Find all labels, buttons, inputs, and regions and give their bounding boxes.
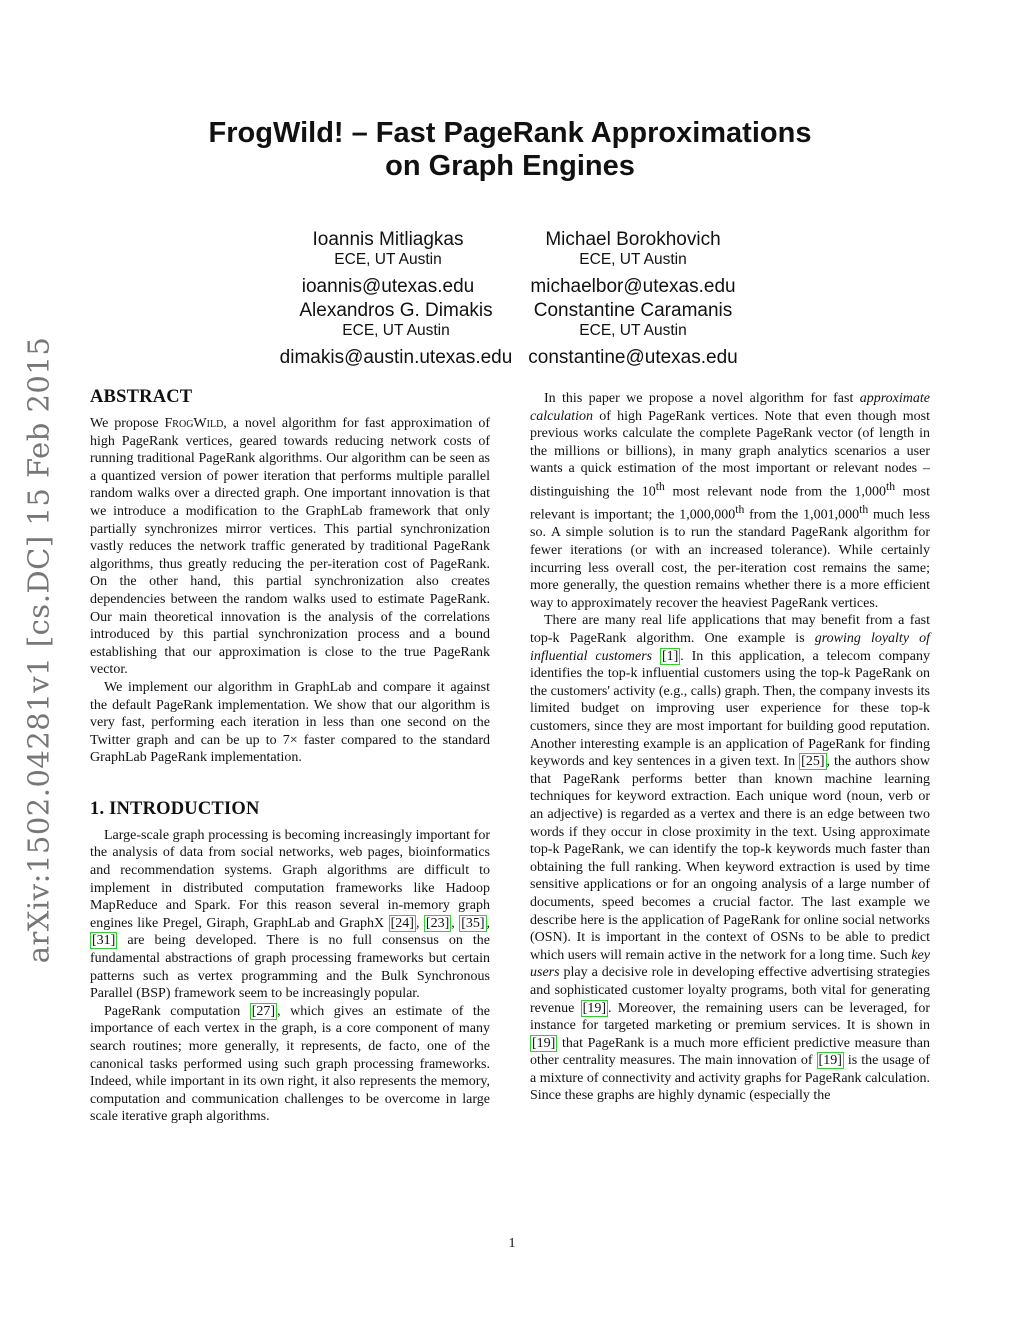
author-block: [522, 229, 744, 298]
body-paragraph: There are many real life applications that may benefit from a fast top-k PageRank algorithm. One example is growing loyalty of influential customers [1] . In this application, a telecom company identifies the top-k influential customers using the top-k PageRank on the customers' activity (e.g., calls) graph. Then, the company invests its limited budget on improving user experience for these top-k customers, since they are most important for building good reputation. Another interesting example is an application of PageRank for finding keywords and key sentences in a given text. In [25] , the authors show that PageRank performs better than known machine learning techniques for keyword extraction. Each unique word (noun, verb or an adjective) is regarded as a vertex and there is an edge between two words if they occur in close proximity in the text. Using approximate top-k PageRank, we can identify the top-k keywords much faster than obtaining the full ranking. When keyword extraction is used by time sensitive applications or for an ongoing analysis of a large number of documents, speed becomes a crucial factor. The last example we describe here is the application of PageRank for online social networks (OSN). It is important in the context of OSNs to be able to predict which users will remain active in the network for a long time. Such key users play a decisive role in developing effective advertising strategies and sophisticated customer loyalty programs, both vital for generating revenue [19] . Moreover, the remaining users can be leveraged, for instance for targeted marketing or premium services. It is shown in [19] that PageRank is a much more efficient predictive measure than other centrality measures. The main innovation of [19] is the usage of a mixture of connectivity and activity graphs for PageRank calculation. Since these graphs are highly dynamic (especially the: [530, 613, 931, 1104]
citation-link[interactable]: [19]: [532, 1035, 556, 1051]
abstract-paragraph: We propose FrogWild, a novel algorithm for fast approximation of high PageRank vertices, geared towards reducing network costs of running traditional PageRank algorithms. Our algorithm can be seen as a quantized version of power iteration that performs multiple parallel random walks over a directed graph. One important innovation is that we introduce a modification to the GraphLab framework that only partially synchronizes mirror vertices. This partial synchronization vastly reduces the network traffic generated by traditional PageRank algorithms, thus greatly reducing the per-iteration cost of PageRank. On the other hand, this partial synchronization also creates dependencies between the random walks used to estimate PageRank. Our main theoretical innovation is the analysis of the correlations introduced by this partial synchronization process and a bound establishing that our approximation is close to the true PageRank vector.: [90, 416, 490, 678]
citation-link[interactable]: [25]: [801, 754, 825, 770]
author-name: Ioannis Mitliagkas: [312, 229, 464, 250]
author-email: michaelbor@utexas.edu: [530, 276, 736, 297]
citation-link[interactable]: [27]: [251, 1003, 276, 1019]
body-paragraph: In this paper we propose a novel algorithm for fast approximate calculation of high PageRank vertices. Note that even though most previous works calculate the complete PageRank vector (of length in the millions or billions), in many graph analytics scenarios a user wants a quick estimation of the most important or relevant nodes – distinguishing the 10th most relevant node from the 1,000th most relevant is important; the 1,000,000th from the 1,001,000th much less so. A simple solution is to run the standard PageRank algorithm for fewer iterations (or with an increased tolerance). While certainly incurring less overall cost, the per-iteration cost remains the same; more generally, the question remains whether there is a more efficient way to approximately recover the heaviest PageRank vertices.: [530, 391, 930, 611]
abstract-paragraph: We implement our algorithm in GraphLab and compare it against the default PageRank implementation. We show that our algorithm is very fast, performing each iteration in less than one second on the Twitter graph and can be up to 7× faster compared to the standard GraphLab PageRank implementation.: [90, 679, 490, 766]
author-name: Alexandros G. Dimakis: [299, 300, 493, 321]
paper-title: [150, 117, 870, 183]
author-affiliation: ECE, UT Austin: [334, 251, 442, 268]
page-number: 1: [508, 1236, 516, 1251]
title-line-2: on Graph Engines: [385, 150, 635, 182]
citation-link[interactable]: [1]: [661, 648, 679, 664]
author-email: ioannis@utexas.edu: [301, 276, 475, 297]
left-column: [90, 386, 490, 1126]
citation-link[interactable]: [31]: [92, 933, 116, 949]
citation-link[interactable]: [23]: [425, 915, 450, 931]
author-email: dimakis@austin.utexas.edu: [279, 347, 513, 368]
intro-paragraph: Large-scale graph processing is becoming increasingly important for the analysis of data from social networks, web pages, bioinformatics and recommendation systems. Graph algorithms are difficult to implement in distributed computation frameworks like Hadoop MapReduce and Spark. For this reason several in-memory graph engines like Pregel, Giraph, GraphLab and GraphX [24] , [23] , [35] , [31] are being developed. There is no full consensus on the fundamental abstractions of graph processing frameworks but certain patterns such as vertex programming and the Bulk Synchronous Parallel (BSP) framework seem to be increasingly popular.: [90, 827, 491, 1002]
algorithm-name: FrogWild: [164, 416, 224, 431]
author-name: Constantine Caramanis: [533, 300, 733, 321]
arxiv-stamp: [8, 336, 68, 964]
author-affiliation: ECE, UT Austin: [342, 322, 450, 339]
author-email: constantine@utexas.edu: [528, 347, 738, 368]
intro-paragraph: PageRank computation [27] , which gives an estimate of the importance of each vertex in the graph, is a core component of many search routines; more generally, it represents, de facto, one of the canonical tasks performed using such graph processing frameworks. Indeed, while important in its own right, it also represents the memory, computation and communication challenges to be overcome in large scale iterative graph algorithms.: [90, 1003, 490, 1125]
author-affiliation: ECE, UT Austin: [579, 322, 687, 339]
citation-link[interactable]: [19]: [818, 1053, 842, 1069]
author-name: Michael Borokhovich: [545, 229, 721, 250]
citation-link[interactable]: [19]: [582, 1000, 606, 1016]
introduction-heading: 1. INTRODUCTION: [90, 798, 260, 819]
citation-link[interactable]: [35]: [461, 915, 485, 931]
arxiv-id: arXiv:1502.04281v1 [cs.DC] 15 Feb 2015: [21, 336, 55, 964]
title-line-1: FrogWild! – Fast PageRank Approximations: [208, 117, 812, 149]
abstract-heading: ABSTRACT: [90, 387, 193, 407]
author-affiliation: ECE, UT Austin: [579, 251, 687, 268]
author-block: [288, 229, 488, 298]
author-block: [272, 300, 520, 369]
right-column: [530, 390, 930, 1105]
author-block: [520, 300, 746, 369]
citation-link[interactable]: [24]: [390, 915, 414, 931]
